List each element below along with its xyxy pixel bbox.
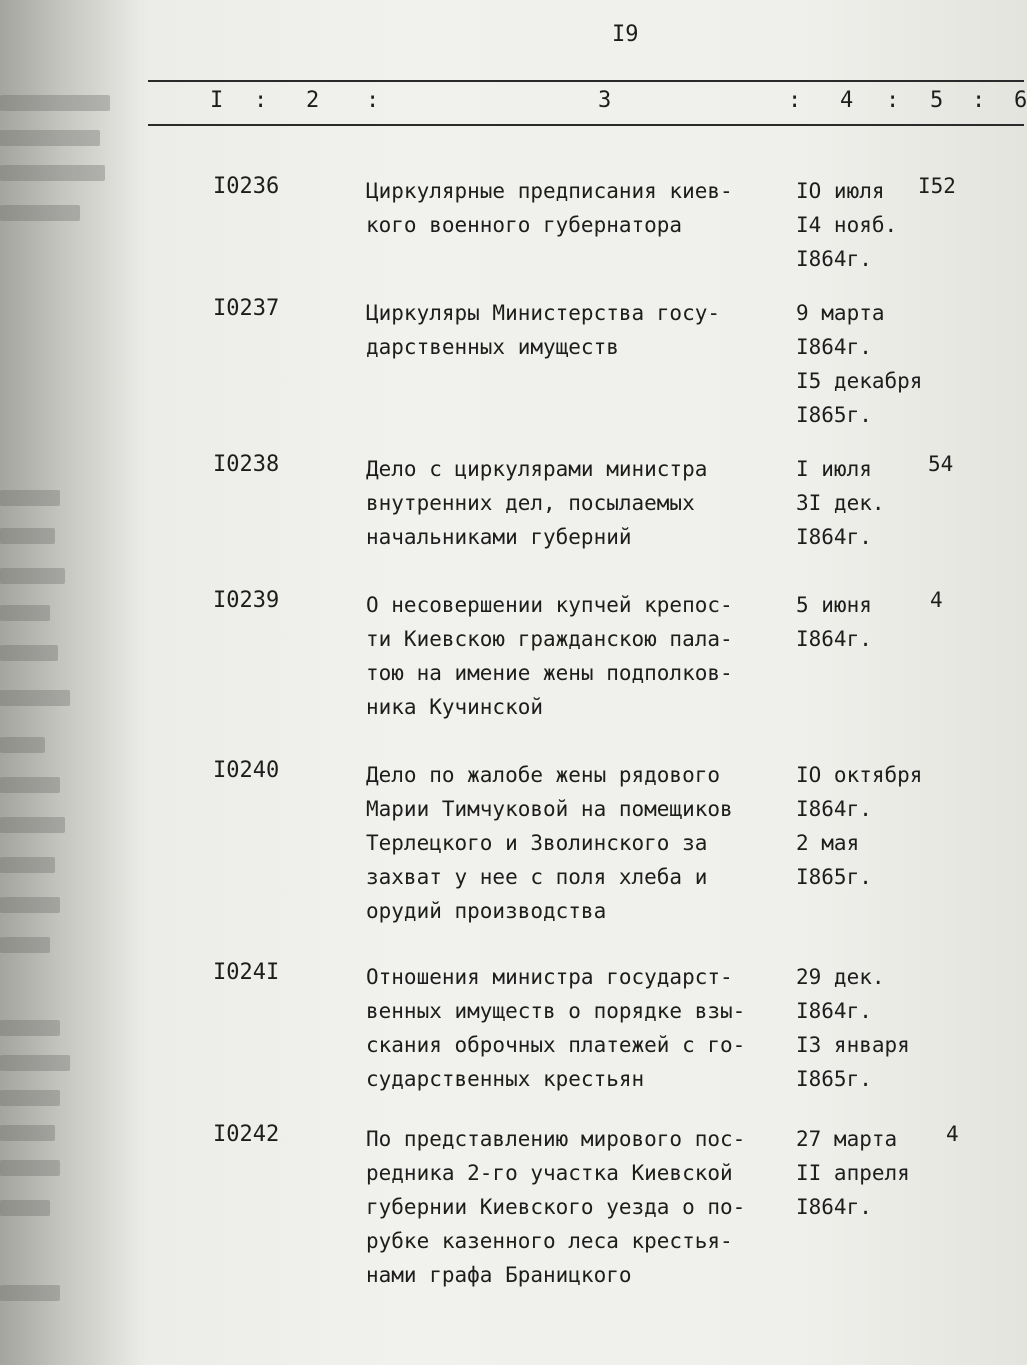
header-rule-bottom	[148, 124, 1024, 126]
record-dates: IO октября I864г. 2 мая I865г.	[796, 763, 923, 889]
record-description: О несовершении купчей крепос- ти Киевскою гражданскою пала- тою на имение жены подполков- ника Кучинской	[366, 593, 733, 719]
record-description: Дело по жалобе жены рядового Марии Тимчуковой на помещиков Терлецкого и Зволинского за захват у нее с поля хлеба и орудий производства	[366, 763, 733, 923]
header-col-3: 3	[598, 88, 612, 113]
record-description: Циркулярные предписания киев- кого военного губернатора	[366, 179, 733, 237]
record-description: Отношения министра государст- венных имуществ о порядке взы- скания оброчных платежей с го- сударственных крестьян	[366, 965, 746, 1091]
header-separator: :	[788, 88, 802, 113]
header-separator: :	[254, 88, 268, 113]
record-description: Циркуляры Министерства госу- дарственных имуществ	[366, 301, 721, 359]
record-id: I0237	[213, 296, 280, 321]
record-count: 54	[928, 452, 954, 476]
record-count: 4	[930, 588, 943, 612]
header-col-2: 2	[306, 88, 320, 113]
header-separator: :	[366, 88, 380, 113]
header-separator: :	[972, 88, 986, 113]
header-col-1: I	[210, 88, 224, 113]
header-separator: :	[886, 88, 900, 113]
record-count: 4	[946, 1122, 959, 1146]
record-description: Дело с циркулярами министра внутренних дел, посылаемых начальниками губерний	[366, 457, 708, 549]
record-id: I024I	[213, 960, 280, 985]
page-number: I9	[612, 22, 639, 47]
record-id: I0242	[213, 1122, 280, 1147]
record-id: I0238	[213, 452, 280, 477]
facing-page-bleed	[0, 0, 140, 1365]
record-dates: 5 июня I864г.	[796, 593, 872, 651]
record-dates: I июля 3I дек. I864г.	[796, 457, 885, 549]
record-dates: IO июля I4 нояб. I864г.	[796, 179, 898, 271]
record-dates: 29 дек. I864г. I3 января I865г.	[796, 965, 910, 1091]
record-dates: 27 марта II апреля I864г.	[796, 1127, 910, 1219]
column-header-row	[210, 88, 1027, 118]
record-id: I0236	[213, 174, 280, 199]
header-col-5: 5	[930, 88, 944, 113]
header-col-4: 4	[840, 88, 854, 113]
header-rule-top	[148, 80, 1024, 82]
record-id: I0240	[213, 758, 280, 783]
record-description: По представлению мирового пос- редника 2-го участка Киевской губернии Киевского уезда о по- рубке казенного леса крестья- нами графа Браницкого	[366, 1127, 746, 1287]
header-col-6: 6	[1014, 88, 1027, 113]
record-dates: 9 марта I864г. I5 декабря I865г.	[796, 301, 923, 427]
record-count: I52	[918, 174, 956, 198]
record-id: I0239	[213, 588, 280, 613]
